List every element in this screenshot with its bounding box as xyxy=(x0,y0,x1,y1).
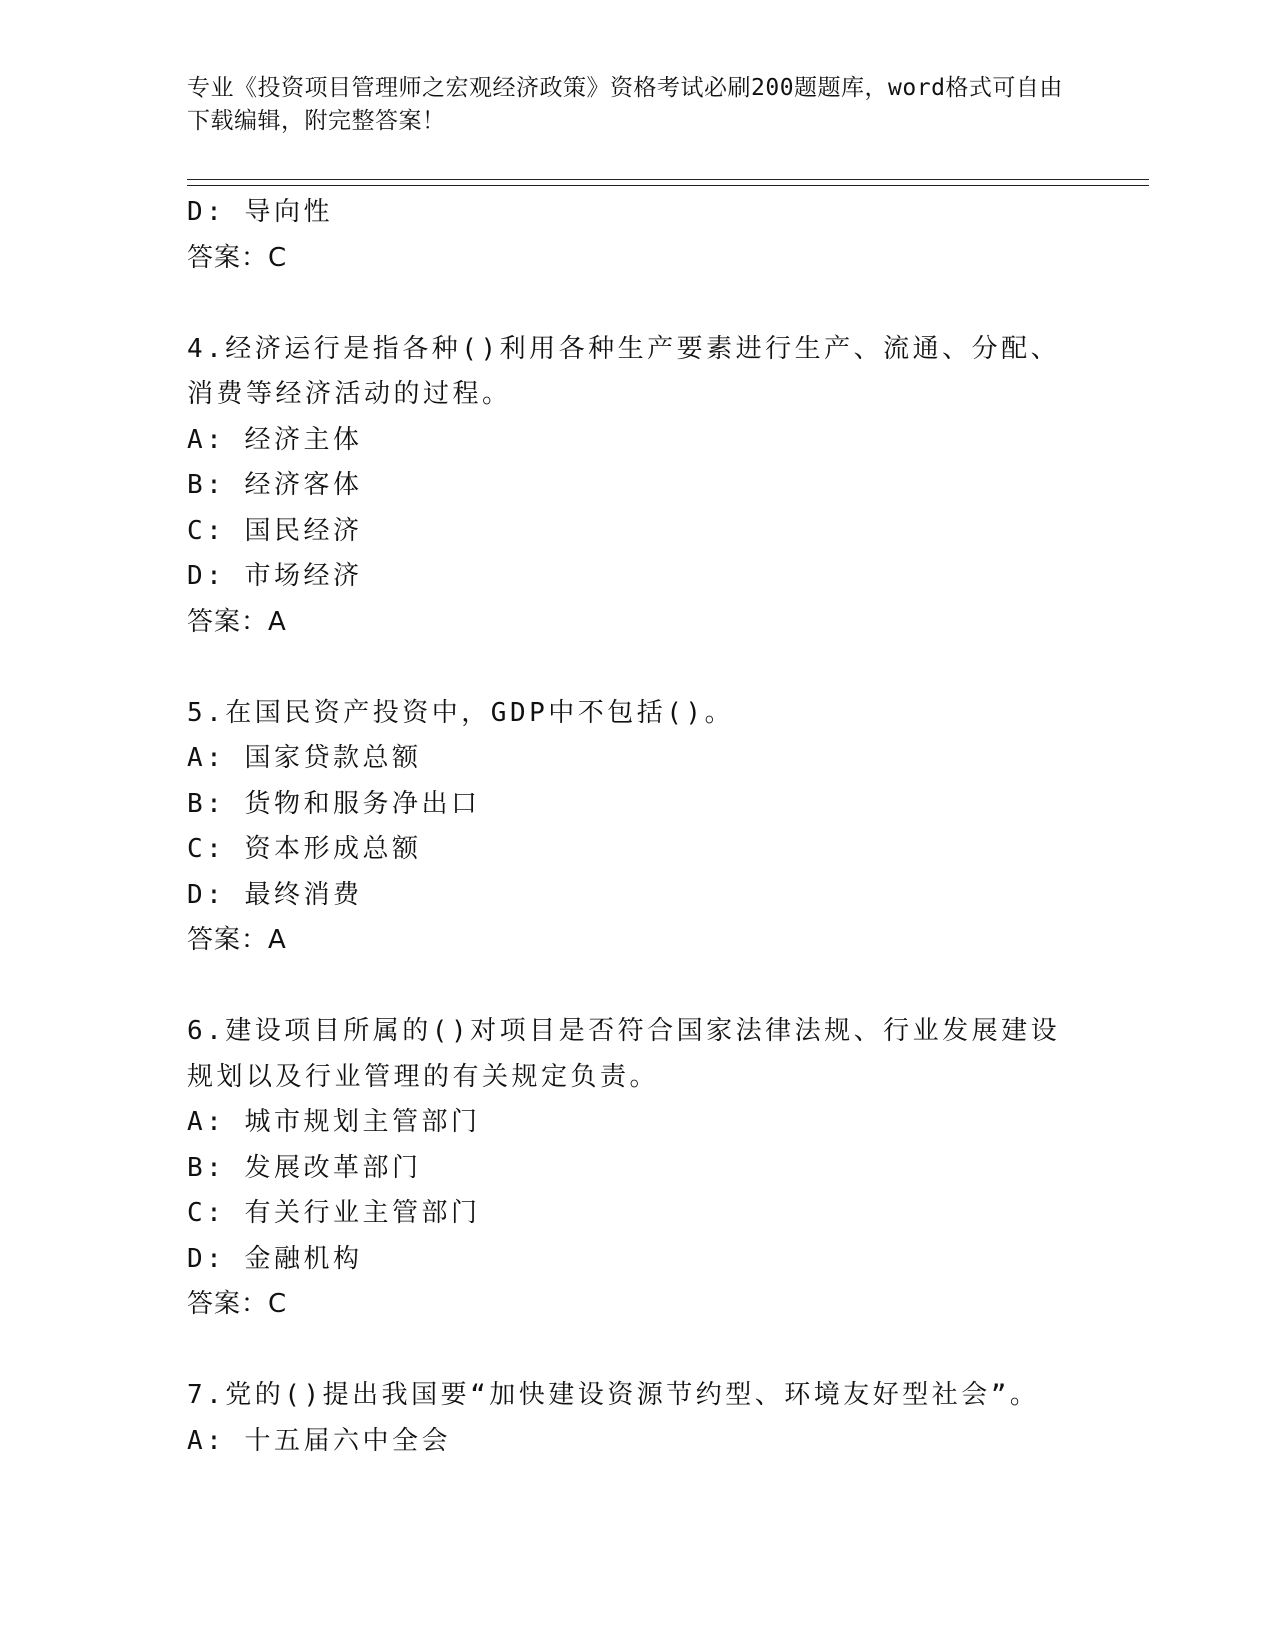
document-header: 专业《投资项目管理师之宏观经济政策》资格考试必刷200题题库，word格式可自由下载编辑，附完整答案！ xyxy=(187,75,1063,134)
answer: 答案：A xyxy=(187,606,287,637)
option-a: A: 城市规划主管部门 xyxy=(187,1107,481,1137)
option-d: D: 最终消费 xyxy=(187,879,363,910)
answer: 答案：C xyxy=(187,242,288,273)
question-6 xyxy=(187,1009,1067,1328)
question-5 xyxy=(187,691,1067,964)
question-stem: 7.党的()提出我国要“加快建设资源节约型、环境友好型社会”。 xyxy=(187,1380,1040,1410)
question-stem: 6.建设项目所属的()对项目是否符合国家法律法规、行业发展建设规划以及行业管理的有关规定负责。 xyxy=(187,1016,1061,1092)
question-stem: 5.在国民资产投资中，GDP中不包括()。 xyxy=(187,697,735,728)
option-b: B: 经济客体 xyxy=(187,470,363,500)
question-4 xyxy=(187,327,1067,646)
option-b: B: 货物和服务净出口 xyxy=(187,788,481,819)
answer: 答案：A xyxy=(187,925,287,955)
option-c: C: 有关行业主管部门 xyxy=(187,1198,481,1228)
question-stem: 4.经济运行是指各种()利用各种生产要素进行生产、流通、分配、消费等经济活动的过程。 xyxy=(187,333,1061,409)
header-rule-top xyxy=(187,179,1149,180)
option-a: A: 国家贷款总额 xyxy=(187,743,422,773)
option-c: C: 资本形成总额 xyxy=(187,834,422,864)
option-a: A: 十五届六中全会 xyxy=(187,1425,451,1456)
option-d: D: 金融机构 xyxy=(187,1243,363,1274)
header-rule-bottom xyxy=(187,185,1149,186)
answer: 答案：C xyxy=(187,1289,288,1319)
option-b: B: 发展改革部门 xyxy=(187,1152,422,1183)
option-d: D: 导向性 xyxy=(187,197,333,227)
question-7 xyxy=(187,1373,1067,1464)
question-content xyxy=(187,190,1067,1464)
option-c: C: 国民经济 xyxy=(187,515,363,546)
option-d: D: 市场经济 xyxy=(187,561,363,591)
option-a: A: 经济主体 xyxy=(187,424,363,455)
